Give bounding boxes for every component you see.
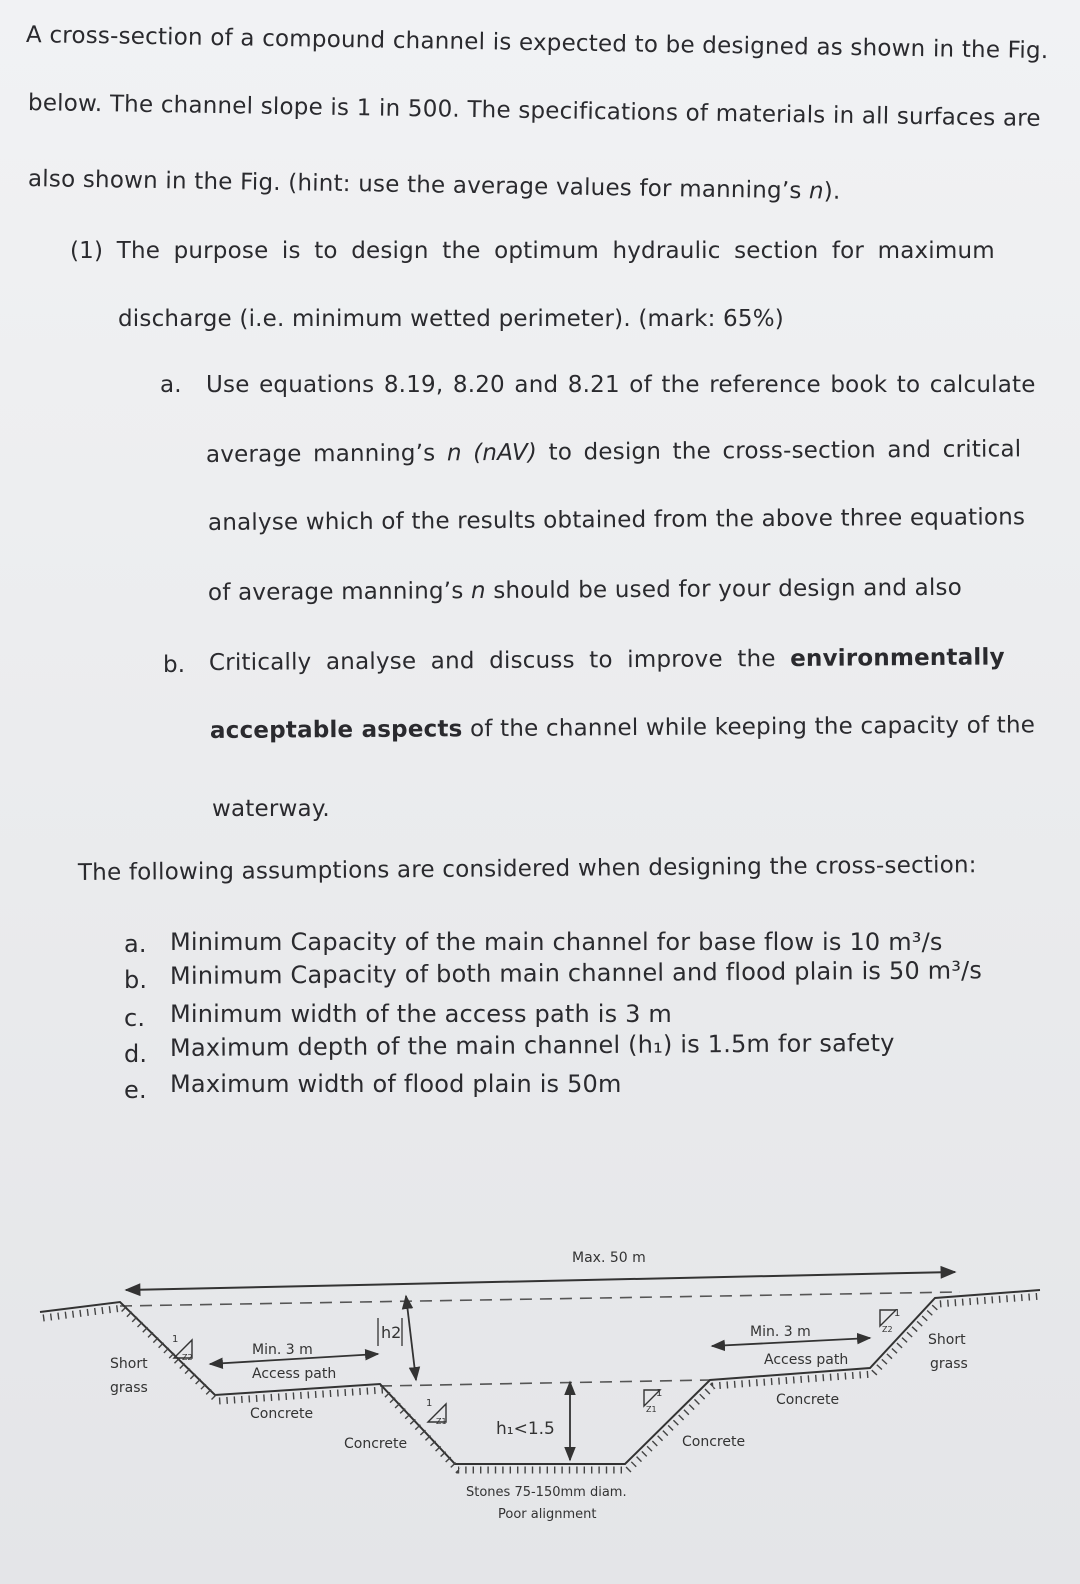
left-access-path-dimension [210, 1342, 378, 1382]
question-a-line-4-end: should be used for your design and also [485, 574, 963, 605]
bed-alignment-label: Poor alignment [498, 1507, 597, 1522]
question-b-bold-1: environmentally [790, 644, 1005, 672]
manning-n-symbol-3: n [470, 578, 486, 605]
paragraph-line-3-text: also shown in the Fig. (hint: use the average values for manning’s [27, 166, 810, 205]
question-a-line-2-end: to design the cross-section and critical [536, 436, 1022, 466]
assumption-d-text: Maximum depth of the main channel (h₁) is 1.5m for safety [169, 1028, 895, 1062]
question-a-line-2 [206, 436, 1022, 468]
assumption-c-label: c. [124, 1004, 146, 1032]
slope-1-label-right-channel: 1 [656, 1388, 663, 1399]
bed-stones-label: Stones 75-150mm diam. [466, 1485, 627, 1500]
manning-n-symbol-2: n [446, 440, 462, 467]
manning-n-symbol: n [808, 178, 824, 205]
question-b-line-1 [209, 644, 1005, 676]
assumption-e-text: Maximum width of flood plain is 50m [170, 1070, 622, 1098]
right-access-path-dimension [712, 1324, 870, 1368]
slope-icon-right-bank [880, 1308, 900, 1334]
slope-1-label-left-channel: 1 [426, 1398, 433, 1409]
slope-icon-right-channel [644, 1388, 662, 1414]
assumption-d-label: d. [124, 1040, 148, 1068]
h2-label: h2 [381, 1323, 402, 1342]
assumption-c-text: Minimum width of the access path is 3 m [170, 1000, 672, 1028]
concrete-left-path-label: Concrete [250, 1406, 314, 1422]
right-min-width-label: Min. 3 m [750, 1324, 811, 1340]
z1-label-left-channel: Z1 [436, 1417, 447, 1426]
assumption-a-text: Minimum Capacity of the main channel for base flow is 10 m³/s [170, 928, 943, 956]
question-b-label: b. [163, 652, 186, 678]
question-b-line-1-start: Critically analyse and discuss to improve the [208, 645, 791, 676]
h1-dimension [496, 1382, 570, 1460]
assumption-b-text: Minimum Capacity of both main channel and flood plain is 50 m³/s [169, 956, 983, 990]
max-width-label: Max. 50 m [572, 1250, 646, 1266]
flood-water-level-line [120, 1292, 960, 1306]
h2-dimension [378, 1296, 416, 1380]
assumption-a-label: a. [124, 930, 147, 958]
slope-icon-left-bank [172, 1334, 193, 1362]
h1-label: h₁<1.5 [496, 1419, 555, 1439]
base-water-level-line [380, 1380, 710, 1386]
right-grass-label-2: grass [930, 1356, 968, 1372]
question-1-line-1: (1) The purpose is to design the optimum hydraulic section for maximum [70, 238, 995, 264]
assumptions-intro: The following assumptions are considered when designing the cross-section: [77, 852, 977, 886]
max-width-dimension [126, 1250, 955, 1290]
question-b-line-2-end: of the channel while keeping the capacity of the [462, 712, 1036, 743]
slope-1-label-right-bank: 1 [894, 1308, 901, 1319]
concrete-left-slope-label: Concrete [344, 1436, 408, 1452]
z2-label-right-bank: Z2 [882, 1325, 893, 1334]
right-access-path-label: Access path [764, 1352, 849, 1368]
question-a-line-4-start: of average manning’s [207, 578, 472, 606]
question-b-line-3: waterway. [212, 796, 330, 822]
question-a-line-2-start: average manning’s [205, 440, 447, 468]
nav-symbol: (nAV) [473, 439, 538, 467]
channel-cross-section-figure [0, 1230, 1080, 1560]
right-grass-label-1: Short [928, 1332, 966, 1348]
assumption-b-label: b. [124, 966, 148, 994]
question-a-line-1: Use equations 8.19, 8.20 and 8.21 of the reference book to calculate [206, 372, 1036, 398]
z2-label-left-bank: Z2 [182, 1353, 193, 1362]
paragraph-line-1: A cross-section of a compound channel is expected to be designed as shown in the Fig. [25, 22, 1049, 65]
left-grass-label-1: Short [110, 1356, 148, 1372]
paragraph-line-2: below. The channel slope is 1 in 500. The specifications of materials in all surfaces are [27, 90, 1041, 132]
concrete-right-path-label: Concrete [776, 1392, 840, 1408]
question-a-line-4 [208, 575, 962, 606]
left-grass-label-2: grass [110, 1380, 148, 1396]
concrete-right-slope-label: Concrete [682, 1434, 746, 1450]
slope-1-label-left-bank: 1 [172, 1334, 179, 1345]
paragraph-line-3 [28, 166, 841, 205]
question-b-bold-2: acceptable aspects [209, 716, 463, 744]
assumption-e-label: e. [124, 1076, 147, 1104]
z1-label-right-channel: Z1 [646, 1405, 657, 1414]
left-access-path-label: Access path [252, 1366, 337, 1382]
slope-icon-left-channel [426, 1398, 447, 1426]
question-1-line-2: discharge (i.e. minimum wetted perimeter). (mark: 65%) [118, 306, 784, 332]
left-min-width-label: Min. 3 m [252, 1342, 313, 1358]
question-b-line-2 [210, 712, 1035, 744]
paragraph-line-3-end: ). [823, 178, 841, 205]
question-a-label: a. [160, 372, 182, 398]
question-a-line-3: analyse which of the results obtained from the above three equations [207, 504, 1026, 536]
